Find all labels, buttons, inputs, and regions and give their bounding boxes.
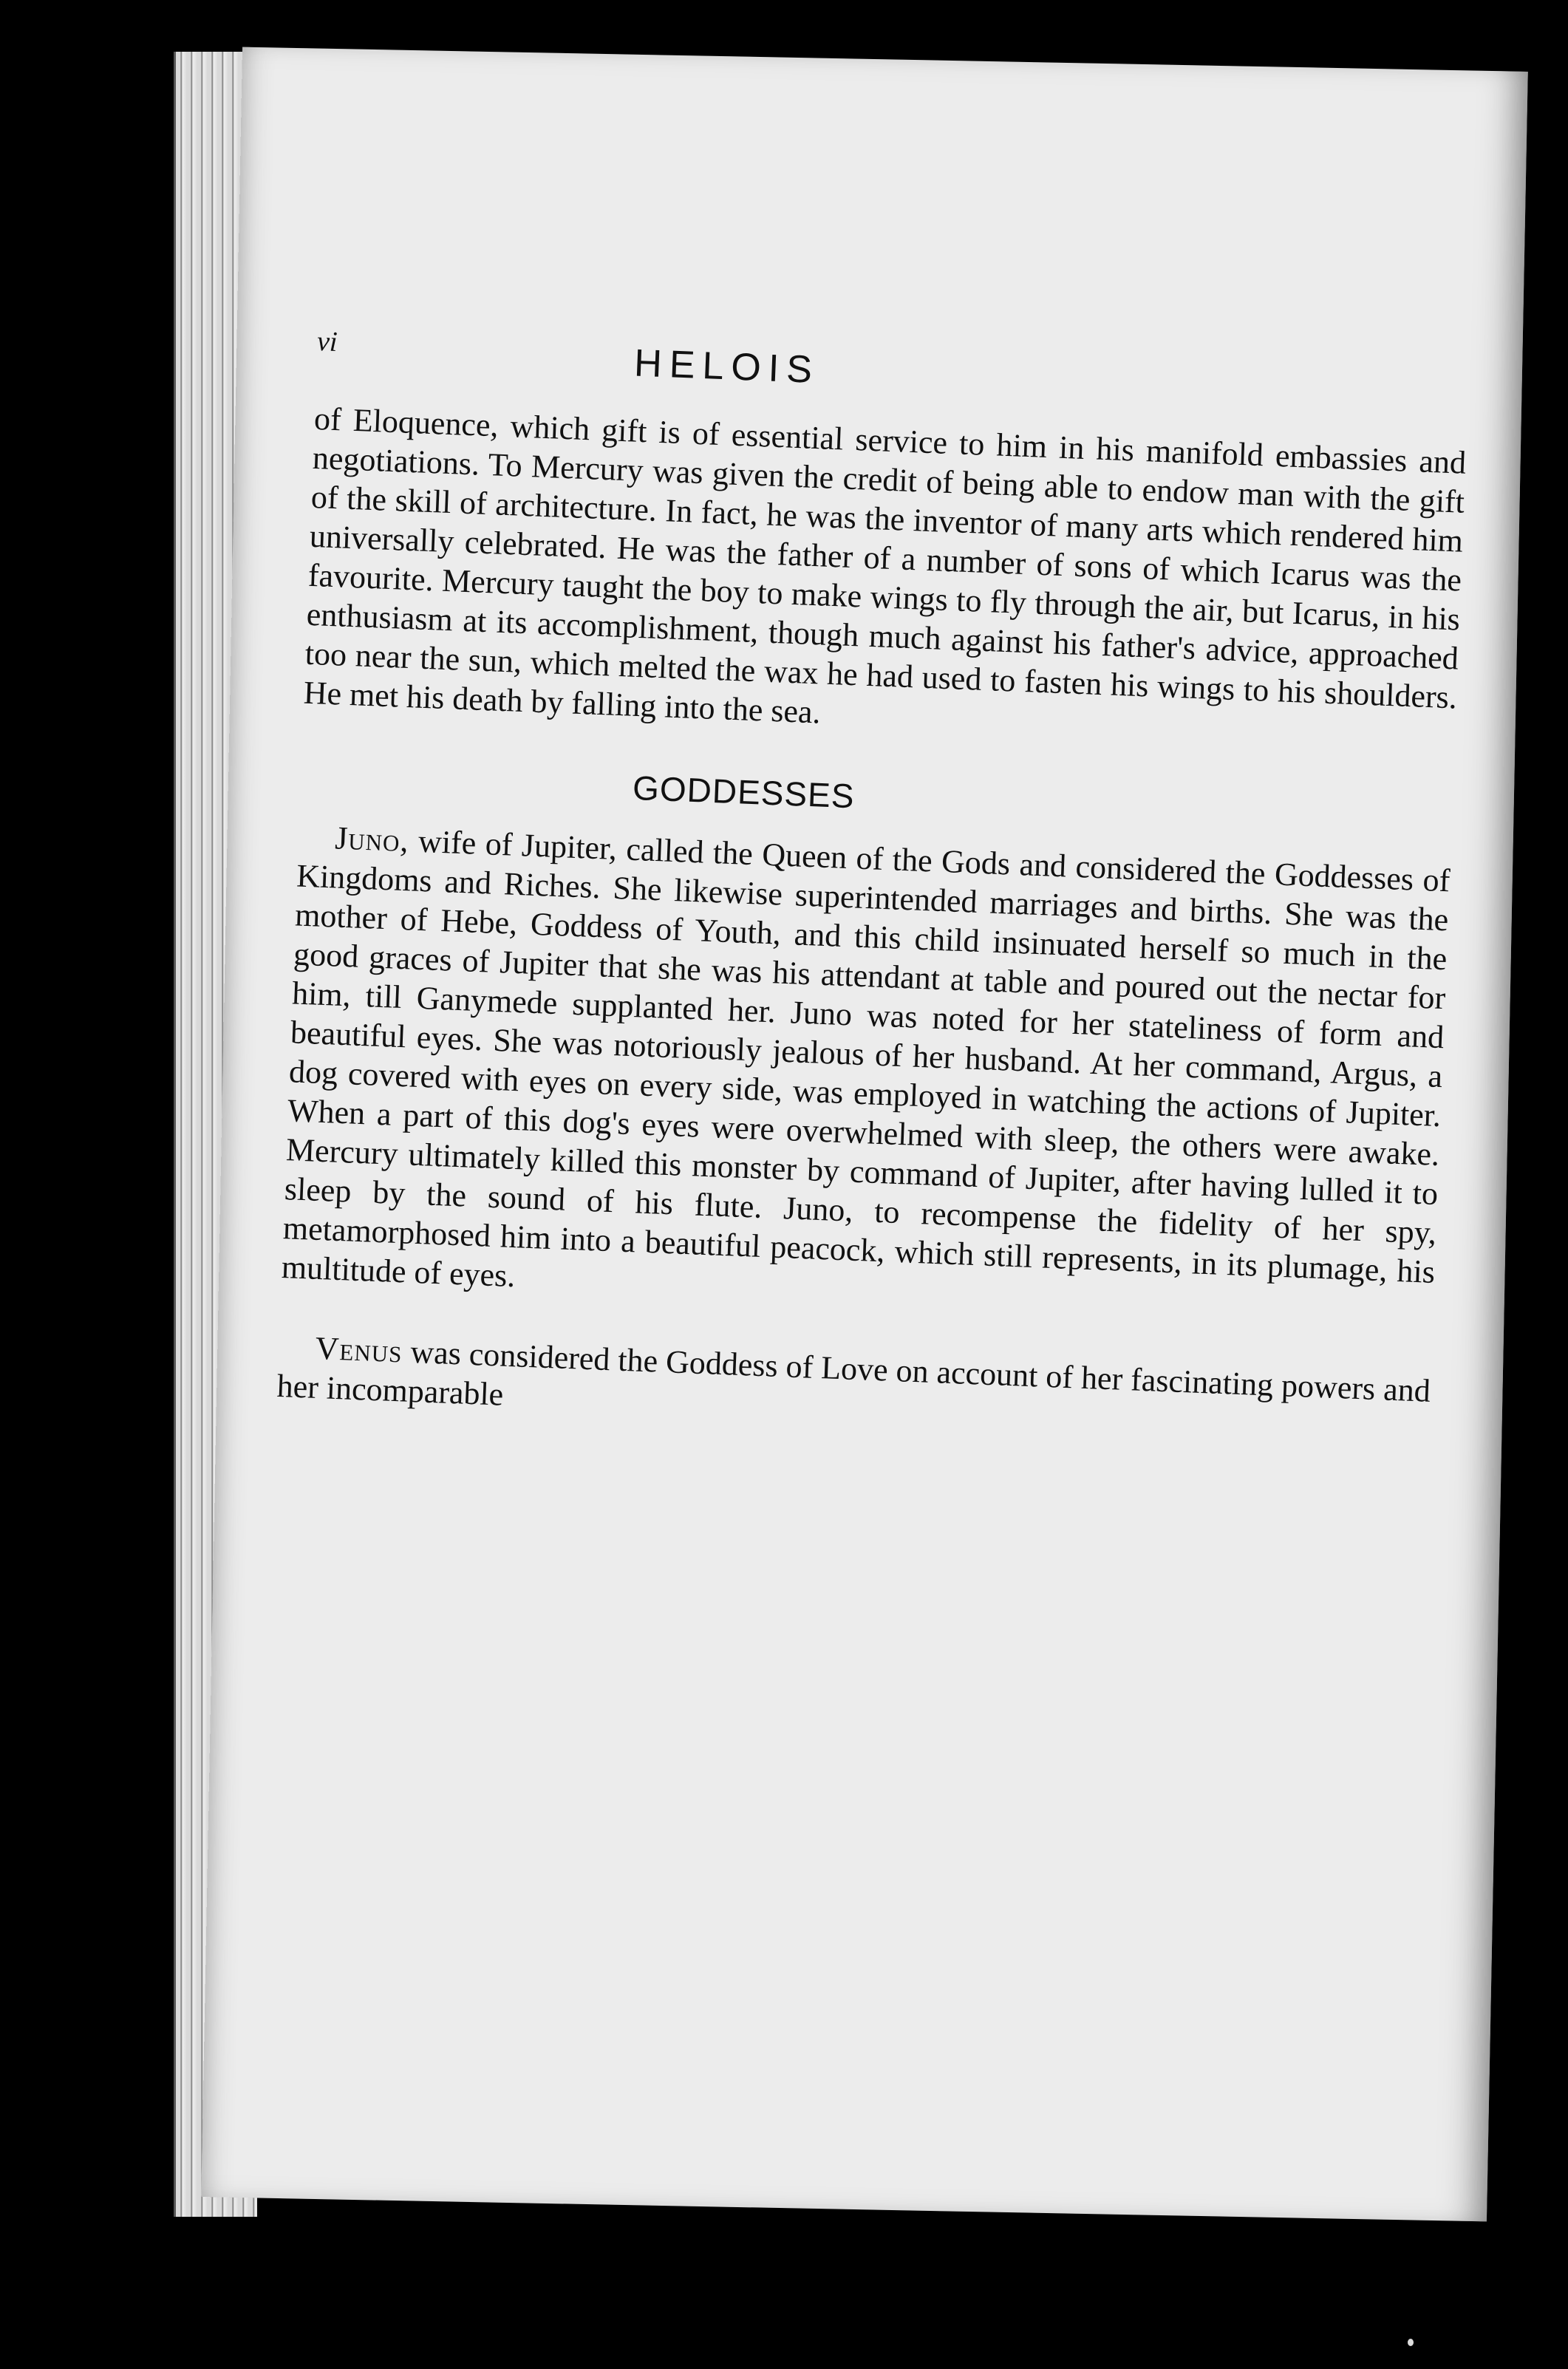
juno-text: wife of Jupiter, called the Queen of the Gods and considered the Goddesses of Kingdoms and Riches. She likewise superintended marriages and births. She was the mother of Hebe, Goddess of Youth, and this child insinuated herself so much in the good graces of Jupiter that she was his attendant at table and poured out the nectar for him, till Ganymede supplanted her. Juno was noted for her stateliness of form and beautiful eyes. She was notoriously jealous of her husband. At her command, Argus, a dog covered with eyes on every side, was employed in watching the actions of Jupiter. When a part of this dog's eyes were overwhelmed with sleep, the others were awake. Mercury ultimately killed this monster by command of Jupiter, after having lulled it to sleep by the sound of his flute. Juno, to recompense the fidelity of her spy, metamorphosed him into a beautiful peacock, which still represents, in its plumage, his multitude of eyes.	[281, 822, 1451, 1295]
paragraph-juno	[281, 817, 1451, 1331]
running-head: HELOIS	[633, 341, 821, 392]
section-heading-goddesses: GODDESSES	[632, 768, 856, 816]
page-number: vi	[316, 325, 338, 358]
juno-lead: Juno,	[334, 819, 410, 859]
paragraph-mercury: of Eloquence, which gift is of essential service to him in his manifold embassies and negotiations. To Mercury was given the credit of being able to endow man with the gift of the skill of architecture. In fact, he was the inventor of many arts which rendered him universally celebrated. He was the father of a number of sons of which Icarus was the favourite. Mercury taught the boy to make wings to fly through the air, but Icarus, in his enthusiasm at its accomplishment, though much against his father's advice, approached too near the sun, which melted the wax he had used to fasten his wings to his shoulders. He met his death by falling into the sea.	[302, 400, 1467, 731]
scan-speck	[1408, 2339, 1414, 2346]
venus-text: was considered the Goddess of Love on account of her fascinating powers and her incomparable	[276, 1333, 1431, 1413]
page-text-block	[276, 325, 1470, 1450]
venus-lead: Venus	[314, 1329, 403, 1370]
